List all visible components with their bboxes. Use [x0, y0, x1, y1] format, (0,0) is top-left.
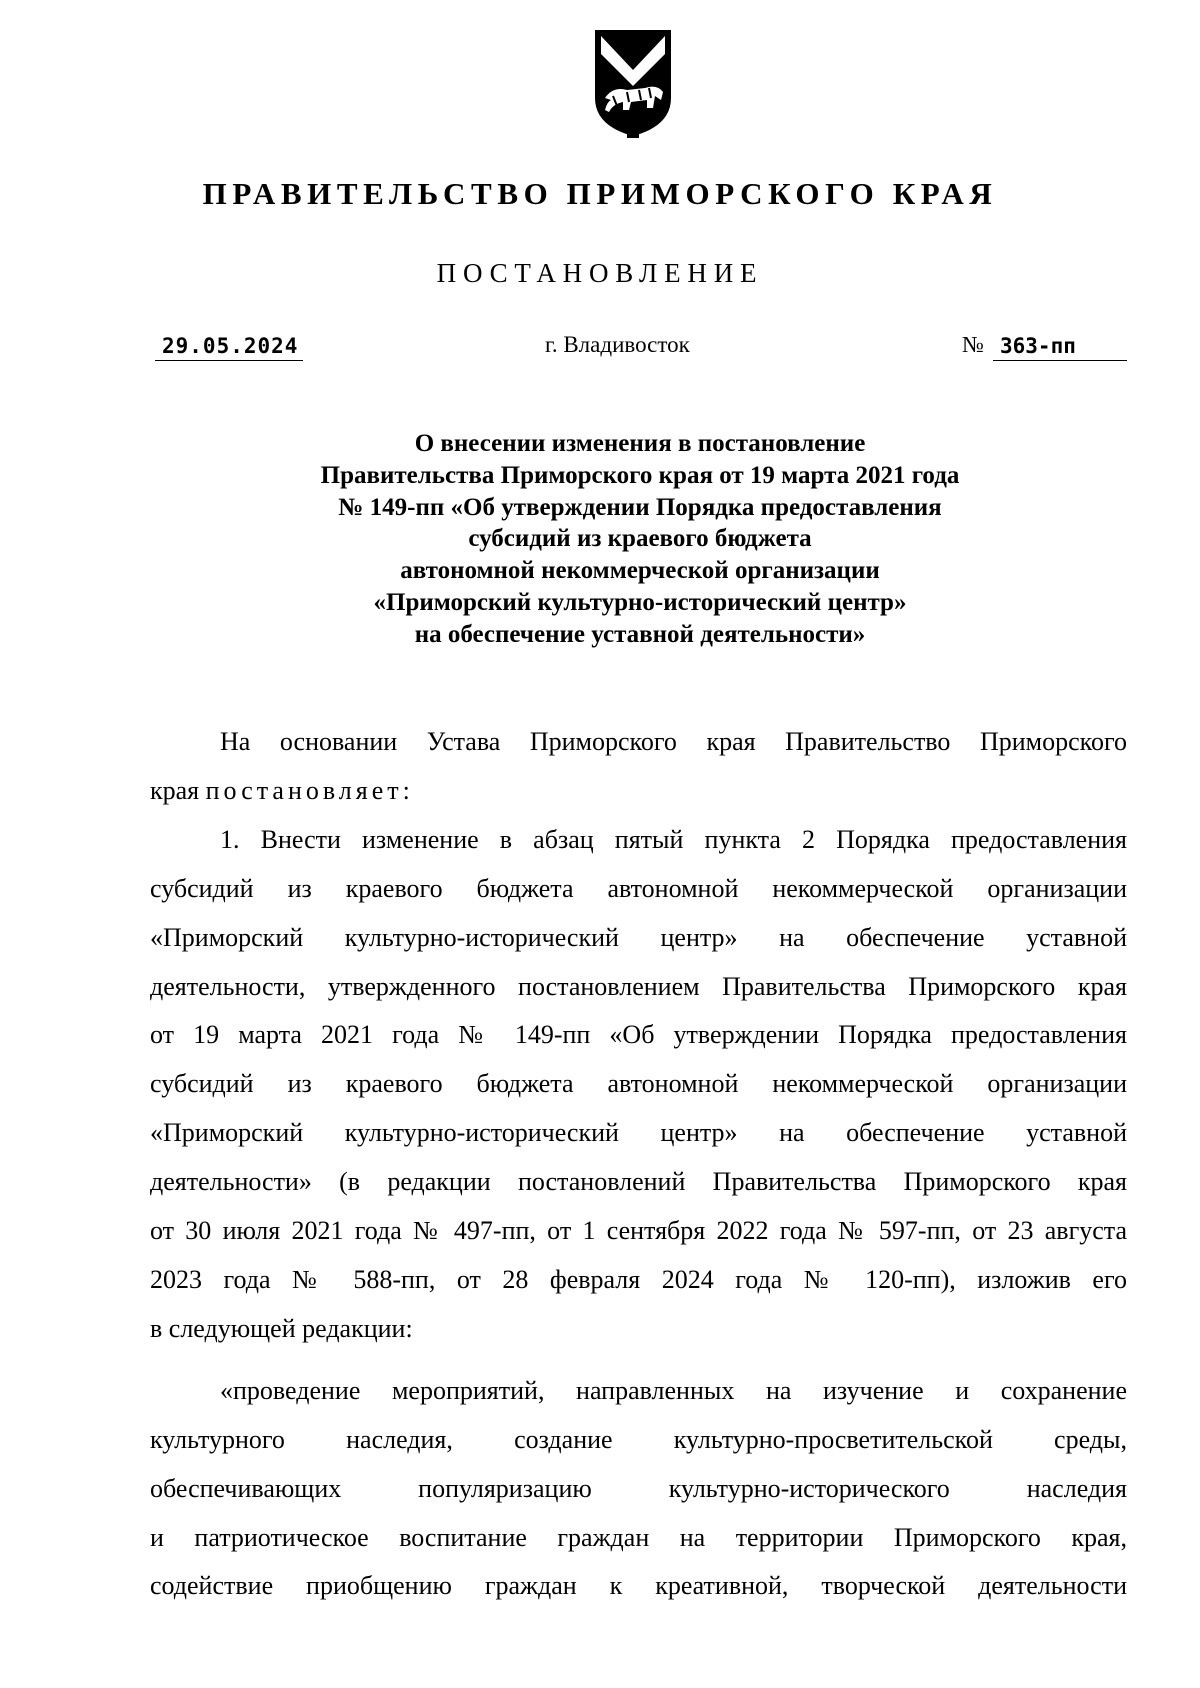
- subject-line: на обеспечение уставной деятельности»: [414, 620, 866, 648]
- preamble-line: [150, 767, 1127, 816]
- document-subject: [150, 428, 1130, 651]
- paragraph-line: обеспечивающих популяризацию культурно-исторического наследия: [150, 1473, 1127, 1503]
- paragraph-line: и патриотическое воспитание граждан на территории Приморского края,: [150, 1522, 1127, 1552]
- date-underline: [155, 360, 303, 361]
- paragraph-line: «Приморский культурно-исторический центр» на обеспечение уставной: [150, 1118, 1127, 1148]
- paragraph-line: в следующей редакции:: [150, 1313, 413, 1343]
- paragraph-line: 2023 года № 588-пп, от 28 февраля 2024 года № 120-пп), изложив его: [150, 1264, 1127, 1294]
- preamble-line: На основании Устава Приморского края Правительство Приморского: [220, 727, 1127, 756]
- paragraph-line: субсидий из краевого бюджета автономной некоммерческой организации: [150, 1069, 1127, 1099]
- document-city: г. Владивосток: [545, 332, 690, 357]
- government-title: ПРАВИТЕЛЬСТВО ПРИМОРСКОГО КРАЯ: [202, 176, 998, 211]
- paragraph-line: «Приморский культурно-исторический центр» на обеспечение уставной: [150, 922, 1127, 952]
- document-date: 29.05.2024: [162, 334, 299, 358]
- paragraph-line: культурного наследия, создание культурно-просветительской среды,: [150, 1424, 1127, 1454]
- paragraph-line: 1. Внести изменение в абзац пятый пункта 2 Порядка предоставления: [220, 824, 1127, 854]
- paragraph-line: «проведение мероприятий, направленных на изучение и сохранение: [220, 1375, 1127, 1405]
- document-number: 363-пп: [1000, 334, 1076, 358]
- subject-line: № 149-пп «Об утверждении Порядка предоставления: [338, 493, 942, 521]
- paragraph-line: деятельности, утвержденного постановлением Правительства Приморского края: [150, 971, 1127, 1001]
- number-underline: [993, 360, 1127, 361]
- paragraph-line: субсидий из краевого бюджета автономной некоммерческой организации: [150, 873, 1127, 903]
- subject-line: субсидий из краевого бюджета: [468, 525, 812, 553]
- subject-line: О внесении изменения в постановление: [414, 430, 866, 457]
- preamble-word: края: [150, 775, 200, 805]
- primorsky-coat-of-arms-icon: [583, 26, 683, 144]
- paragraph-line: деятельности» (в редакции постановлений Правительства Приморского края: [150, 1167, 1127, 1197]
- subject-line: автономной некоммерческой организации: [400, 557, 880, 585]
- document-type: ПОСТАНОВЛЕНИЕ: [436, 258, 764, 288]
- subject-line: «Приморский культурно-исторический центр»: [373, 588, 907, 616]
- paragraph-line: от 19 марта 2021 года № 149-пп «Об утверждении Порядка предоставления: [150, 1020, 1127, 1050]
- number-sign: №: [962, 332, 984, 357]
- preamble-decree-word: постановляет:: [205, 775, 414, 805]
- document-body: [150, 718, 1127, 1611]
- paragraph-line: от 30 июля 2021 года № 497-пп, от 1 сентября 2022 года № 597-пп, от 23 августа: [150, 1216, 1127, 1246]
- subject-line: Правительства Приморского края от 19 марта 2021 года: [320, 461, 960, 489]
- paragraph-line: содействие приобщению граждан к креативной, творческой деятельности: [150, 1571, 1127, 1601]
